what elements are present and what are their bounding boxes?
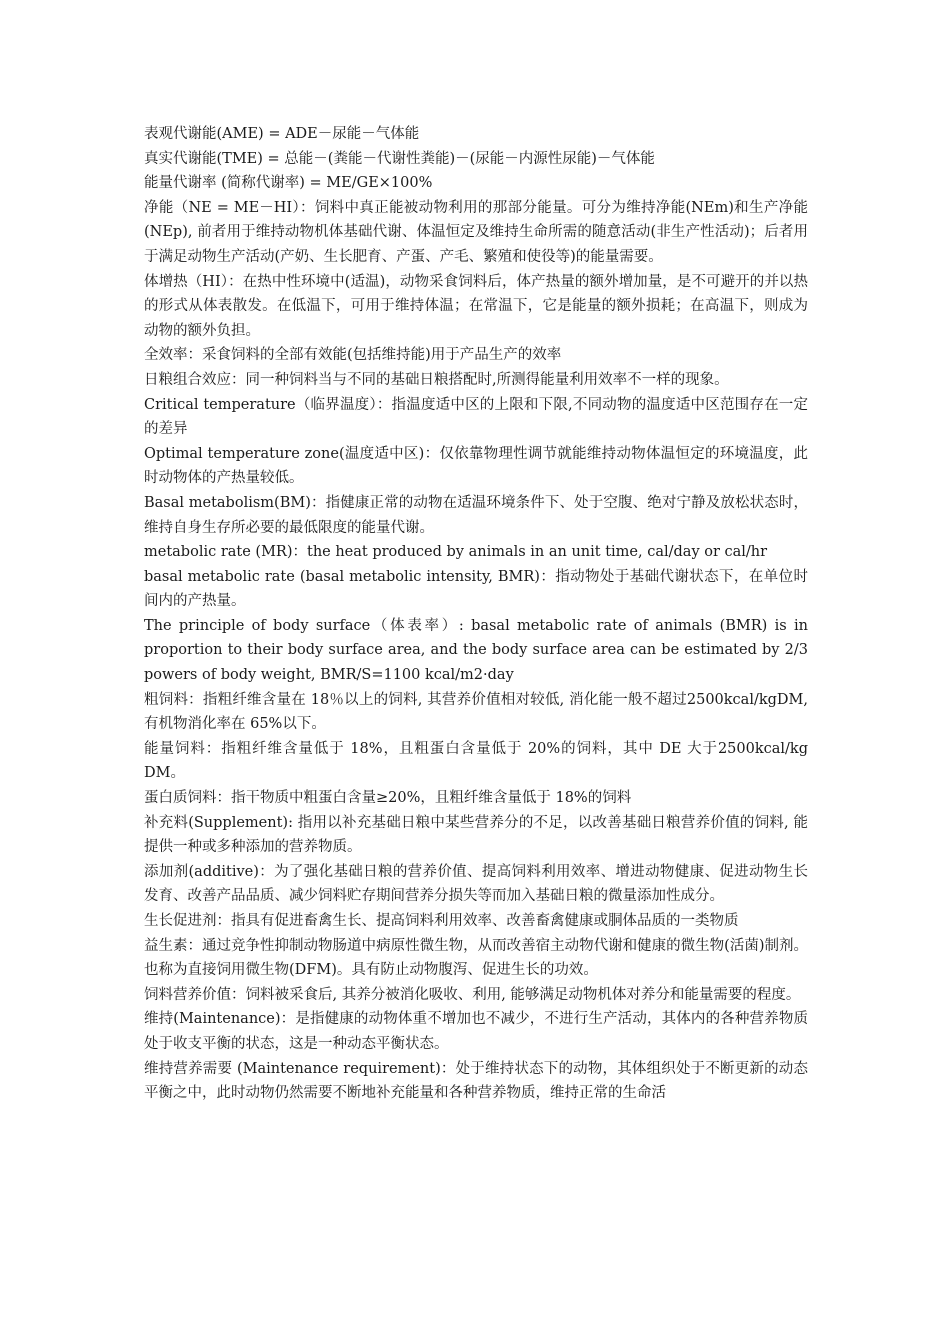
paragraph-body-surface-principle: The principle of body surface（体表率）: basal metabolic rate of animals (BMR) is in proportion to their body surface area, and the body surface area can be estimated by 2/3 powers of body weight, BMR/S=1100 kcal/m2·day — [144, 617, 808, 684]
paragraph-growth-promoter: 生长促进剂：指具有促进畜禽生长、提高饲料利用效率、改善畜禽健康或胴体品质的一类物质 — [144, 913, 739, 929]
document-page — [144, 122, 808, 1106]
paragraph-supplement: 补充料(Supplement): 指用以补充基础日粮中某些营养分的不足，以改善基础日粮营养价值的饲料, 能提供一种或多种添加的营养物质。 — [144, 814, 808, 856]
paragraph-optimal-temperature-zone: Optimal temperature zone(温度适中区)：仅依靠物理性调节就能维持动物体温恒定的环境温度，此时动物体的产热量较低。 — [144, 445, 808, 487]
paragraph-total-efficiency: 全效率：采食饲料的全部有效能(包括维持能)用于产品生产的效率 — [144, 347, 562, 364]
paragraph-protein-feed: 蛋白质饲料：指干物质中粗蛋白含量≥20%，且粗纤维含量低于 18%的饲料 — [144, 790, 632, 807]
paragraph-maintenance: 维持(Maintenance)：是指健康的动物体重不增加也不减少，不进行生产活动，其体内的各种营养物质处于收支平衡的状态，这是一种动态平衡状态。 — [144, 1011, 808, 1052]
paragraph-energy-feed: 能量饲料：指粗纤维含量低于 18%，且粗蛋白含量低于 20%的饲料，其中 DE 大于2500kcal/kg DM。 — [144, 740, 808, 782]
paragraph-maintenance-requirement: 维持营养需要 (Maintenance requirement)：处于维持状态下的动物，其体组织处于不断更新的动态平衡之中，此时动物仍然需要不断地补充能量和各种营养物质，维持正常的生命活 — [144, 1060, 808, 1102]
paragraph-heat-increment: 体增热（HI）：在热中性环境中(适温)，动物采食饲料后，体产热量的额外增加量，是不可避开的并以热的形式从体表散发。在低温下，可用于维持体温；在常温下，它是能量的额外损耗；在高温下，则成为动物的额外负担。 — [144, 273, 808, 339]
paragraph-critical-temperature: Critical temperature（临界温度）：指温度适中区的上限和下限,不同动物的温度适中区范围存在一定的差异 — [144, 396, 808, 438]
paragraph-associative-effect: 日粮组合效应：同一种饲料当与不同的基础日粮搭配时,所测得能量利用效率不一样的现象。 — [144, 371, 729, 388]
paragraph-metabolic-rate: metabolic rate (MR)：the heat produced by animals in an unit time, cal/day or cal/hr — [144, 544, 768, 561]
paragraph-additive: 添加剂(additive)：为了强化基础日粮的营养价值、提高饲料利用效率、增进动物健康、促进动物生长发育、改善产品品质、减少饲料贮存期间营养分损失等而加入基础日粮的微量添加性成分。 — [144, 863, 808, 905]
paragraph-basal-metabolism: Basal metabolism(BM)：指健康正常的动物在适温环境条件下、处于空腹、绝对宁静及放松状态时，维持自身生存所必要的最低限度的能量代谢。 — [144, 494, 808, 536]
paragraph-net-energy: 净能（NE = ME－HI）：饲料中真正能被动物利用的那部分能量。可分为维持净能(NEm)和生产净能(NEp), 前者用于维持动物机体基础代谢、体温恒定及维持生命所需的随意活动(非生产性活动)；后者用于满足动物生产活动(产奶、生长肥育、产蛋、产毛、繁殖和使役等)的能量需要。 — [144, 199, 808, 265]
paragraph-metabolic-ratio: 能量代谢率 (简称代谢率) = ME/GE×100% — [144, 175, 433, 192]
paragraph-basal-metabolic-rate: basal metabolic rate (basal metabolic intensity, BMR)：指动物处于基础代谢状态下，在单位时间内的产热量。 — [144, 568, 808, 610]
paragraph-feed-nutritive-value: 饲料营养价值：饲料被采食后, 其养分被消化吸收、利用, 能够满足动物机体对养分和能量需要的程度。 — [144, 986, 801, 1003]
paragraph-probiotics: 益生素：通过竞争性抑制动物肠道中病原性微生物，从而改善宿主动物代谢和健康的微生物(活菌)制剂。也称为直接饲用微生物(DFM)。具有防止动物腹泻、促进生长的功效。 — [144, 937, 808, 979]
paragraph-ame: 表观代谢能(AME) = ADE－尿能－气体能 — [144, 126, 420, 142]
paragraph-roughage: 粗饲料：指粗纤维含量在 18％以上的饲料, 其营养价值相对较低, 消化能一般不超过2500kcal/kgDM,有机物消化率在 65%以下。 — [144, 691, 808, 733]
paragraph-tme: 真实代谢能(TME) = 总能－(粪能－代谢性粪能)－(尿能－内源性尿能)－气体能 — [144, 150, 655, 167]
